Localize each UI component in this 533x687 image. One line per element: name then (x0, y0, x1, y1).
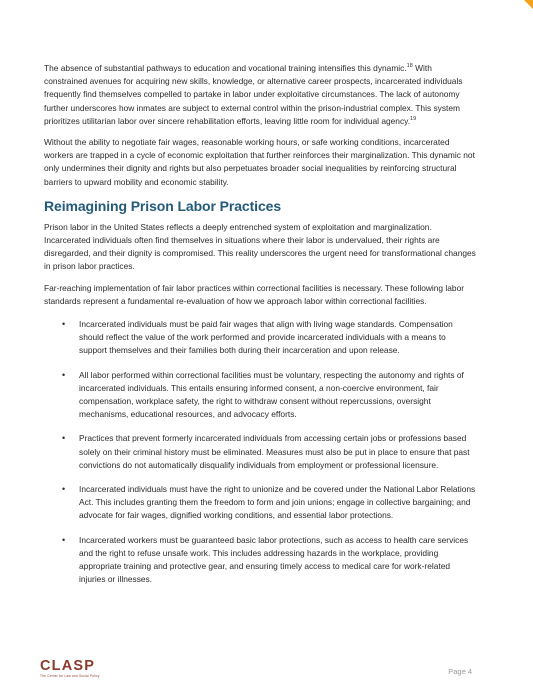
clasp-logo (40, 659, 100, 678)
list-item (44, 432, 476, 472)
intro-text-b: With constrained avenues for acquiring new skills, knowledge, or alternative career prospects, incarcerated individuals frequently find themselves compelled to partake in labor under exploitative circumstances. The lack of autonomy further underscores how inmates are subject to external control within the prison-industrial complex. This system prioritizes utilitarian labor over sincere rehabilitation efforts, leaving little room for individual agency. (44, 63, 463, 126)
corner-accent (524, 0, 533, 9)
list-item-text: Practices that prevent formerly incarcerated individuals from accessing certain jobs or professions based solely on their criminal history must be eliminated. Measures must also be put in place to ensure that past convictions do not automatically disqualify individuals from employment or professional licensure. (79, 433, 470, 470)
list-item (44, 534, 476, 587)
page-content (44, 62, 476, 598)
bullet-icon: • (62, 433, 66, 444)
list-item (44, 318, 476, 358)
list-item-text: Incarcerated workers must be guaranteed basic labor protections, such as access to health care services and the right to refuse unsafe work. This includes addressing hazards in the workplace, providing appropriate training and protective gear, and ensuring timely access to medical care for work-related injuries or illnesses. (79, 534, 469, 585)
page-number: Page 4 (448, 667, 472, 676)
intro-text-a: The absence of substantial pathways to education and vocational training intensifies this dynamic. (44, 63, 407, 73)
section-heading: Reimagining Prison Labor Practices (44, 197, 281, 214)
intro-paragraph-1 (44, 62, 476, 128)
logo-wordmark: CLASP (40, 658, 96, 674)
intro-paragraph-2: Without the ability to negotiate fair wages, reasonable working hours, or safe working conditions, incarcerated workers are trapped in a cycle of economic exploitation that further reinforces their marginalization. This dynamic not only undermines their dignity and rights but also perpetuates broader social inequalities by reinforcing structural barriers to upward mobility and economic stability. (44, 137, 475, 187)
bullet-icon: • (62, 369, 66, 380)
footnote-ref-18[interactable]: 18 (406, 63, 413, 70)
section-paragraph-1: Prison labor in the United States reflects a deeply entrenched system of exploitation and marginalization. Incarcerated individuals often find themselves in situations where their labor is undervalued, their rights are disregarded, and their dignity is compromised. This reality underscores the urgent need for transformational changes in prison labor practices. (44, 221, 476, 272)
list-item (44, 369, 476, 422)
footnote-ref-19[interactable]: 19 (410, 116, 417, 123)
section-paragraph-2: Far-reaching implementation of fair labor practices within correctional facilities is necessary. These following labor standards represent a fundamental re-evaluation of how we approach labor within correctional facilities. (44, 282, 465, 306)
list-item-text: All labor performed within correctional facilities must be voluntary, respecting the autonomy and rights of incarcerated individuals. This entails ensuring informed consent, a non-coercive environment, fair compensation, workplace safety, the right to withdraw consent without repercussions, oversight mechanisms, educational resources, and advocacy efforts. (79, 369, 464, 420)
bullet-icon: • (62, 319, 66, 330)
bullet-icon: • (62, 534, 66, 545)
list-item (44, 483, 476, 523)
list-item-text: Incarcerated individuals must have the right to unionize and be covered under the National Labor Relations Act. This includes granting them the freedom to form and join unions; engage in collective bargaining; and advocate for fair wages, dignified working conditions, and essential labor protections. (79, 484, 476, 521)
bullet-icon: • (62, 484, 66, 495)
logo-tagline: The Center for Law and Social Policy (40, 674, 100, 678)
list-item-text: Incarcerated individuals must be paid fair wages that align with living wage standards. Compensation should reflect the value of the work performed and provide incarcerated individuals with a means to support themselves and their families both during their incarceration and upon release. (79, 319, 453, 356)
labor-standards-list (44, 318, 476, 586)
